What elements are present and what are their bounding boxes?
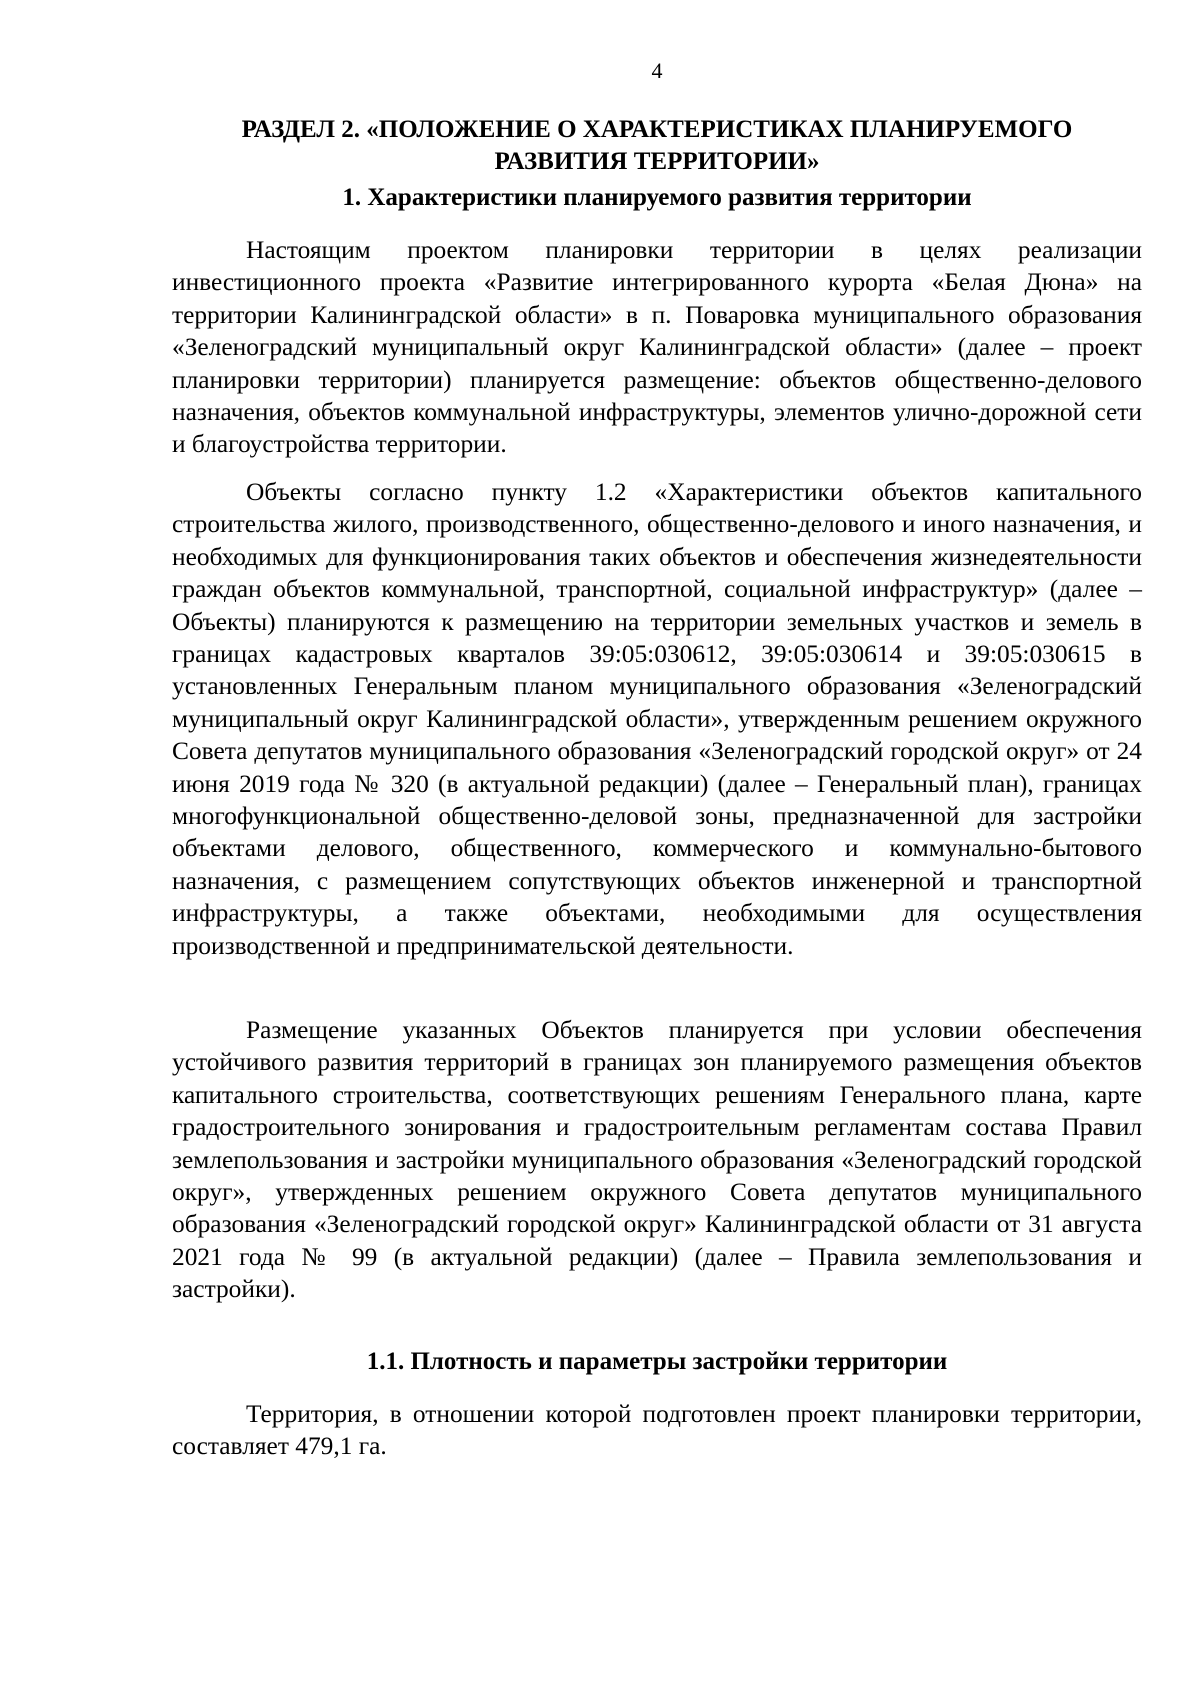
section-title-line-2: РАЗВИТИЯ ТЕРРИТОРИИ» xyxy=(494,148,820,175)
section-title-line-1: РАЗДЕЛ 2. «ПОЛОЖЕНИЕ О ХАРАКТЕРИСТИКАХ ПЛАНИРУЕМОГО xyxy=(241,116,1073,143)
paragraph-territory-area: Территория, в отношении которой подготовлен проект планировки территории, составляет 479,1 га. xyxy=(172,1400,1142,1461)
page-number: 4 xyxy=(651,58,663,83)
paragraph-project-intro: Настоящим проектом планировки территории в целях реализации инвестиционного проекта «Развитие интегрированного курорта «Белая Дюна» на территории Калининградской области» в п. Поваровка муниципального образования «Зеленоградский муниципальный округ Калининградской области» (далее – проект планировки территории) планируется размещение: объектов общественно-делового назначения, объектов коммунальной инфраструктуры, элементов улично-дорожной сети и благоустройства территории. xyxy=(172,236,1142,459)
subsection-title-characteristics: 1. Характеристики планируемого развития территории xyxy=(342,184,972,211)
paragraph-placement-conditions: Размещение указанных Объектов планируется при условии обеспечения устойчивого развития территорий в границах зон планируемого размещения объектов капитального строительства, соответствующих решениям Генерального плана, карте градостроительного зонирования и градостроительным регламентам состава Правил землепользования и застройки муниципального образования «Зеленоградский городской округ», утвержденных решением окружного Совета депутатов муниципального образования «Зеленоградский городской округ» Калининградской области от 31 августа 2021 года № 99 (в актуальной редакции) (далее – Правила землепользования и застройки). xyxy=(172,1016,1142,1304)
section-title xyxy=(172,114,1142,178)
subsection-title-density: 1.1. Плотность и параметры застройки территории xyxy=(366,1348,948,1375)
paragraph-objects-placement: Объекты согласно пункту 1.2 «Характеристики объектов капитального строительства жилого, производственного, общественно-делового и иного назначения, и необходимых для функционирования таких объектов и обеспечения жизнедеятельности граждан объектов коммунальной, транспортной, социальной инфраструктур» (далее – Объекты) планируются к размещению на территории земельных участков и земель в границах кадастровых кварталов 39:05:030612, 39:05:030614 и 39:05:030615 в установленных Генеральным планом муниципального образования «Зеленоградский муниципальный округ Калининградской области», утвержденным решением окружного Совета депутатов муниципального образования «Зеленоградский городской округ» от 24 июня 2019 года № 320 (в актуальной редакции) (далее – Генеральный план), границах многофункциональной общественно-деловой зоны, предназначенной для застройки объектами делового, общественного, коммерческого и коммунально-бытового назначения, с размещением сопутствующих объектов инженерной и транспортной инфраструктуры, а также объектами, необходимыми для осуществления производственной и предпринимательской деятельности. xyxy=(172,478,1142,960)
